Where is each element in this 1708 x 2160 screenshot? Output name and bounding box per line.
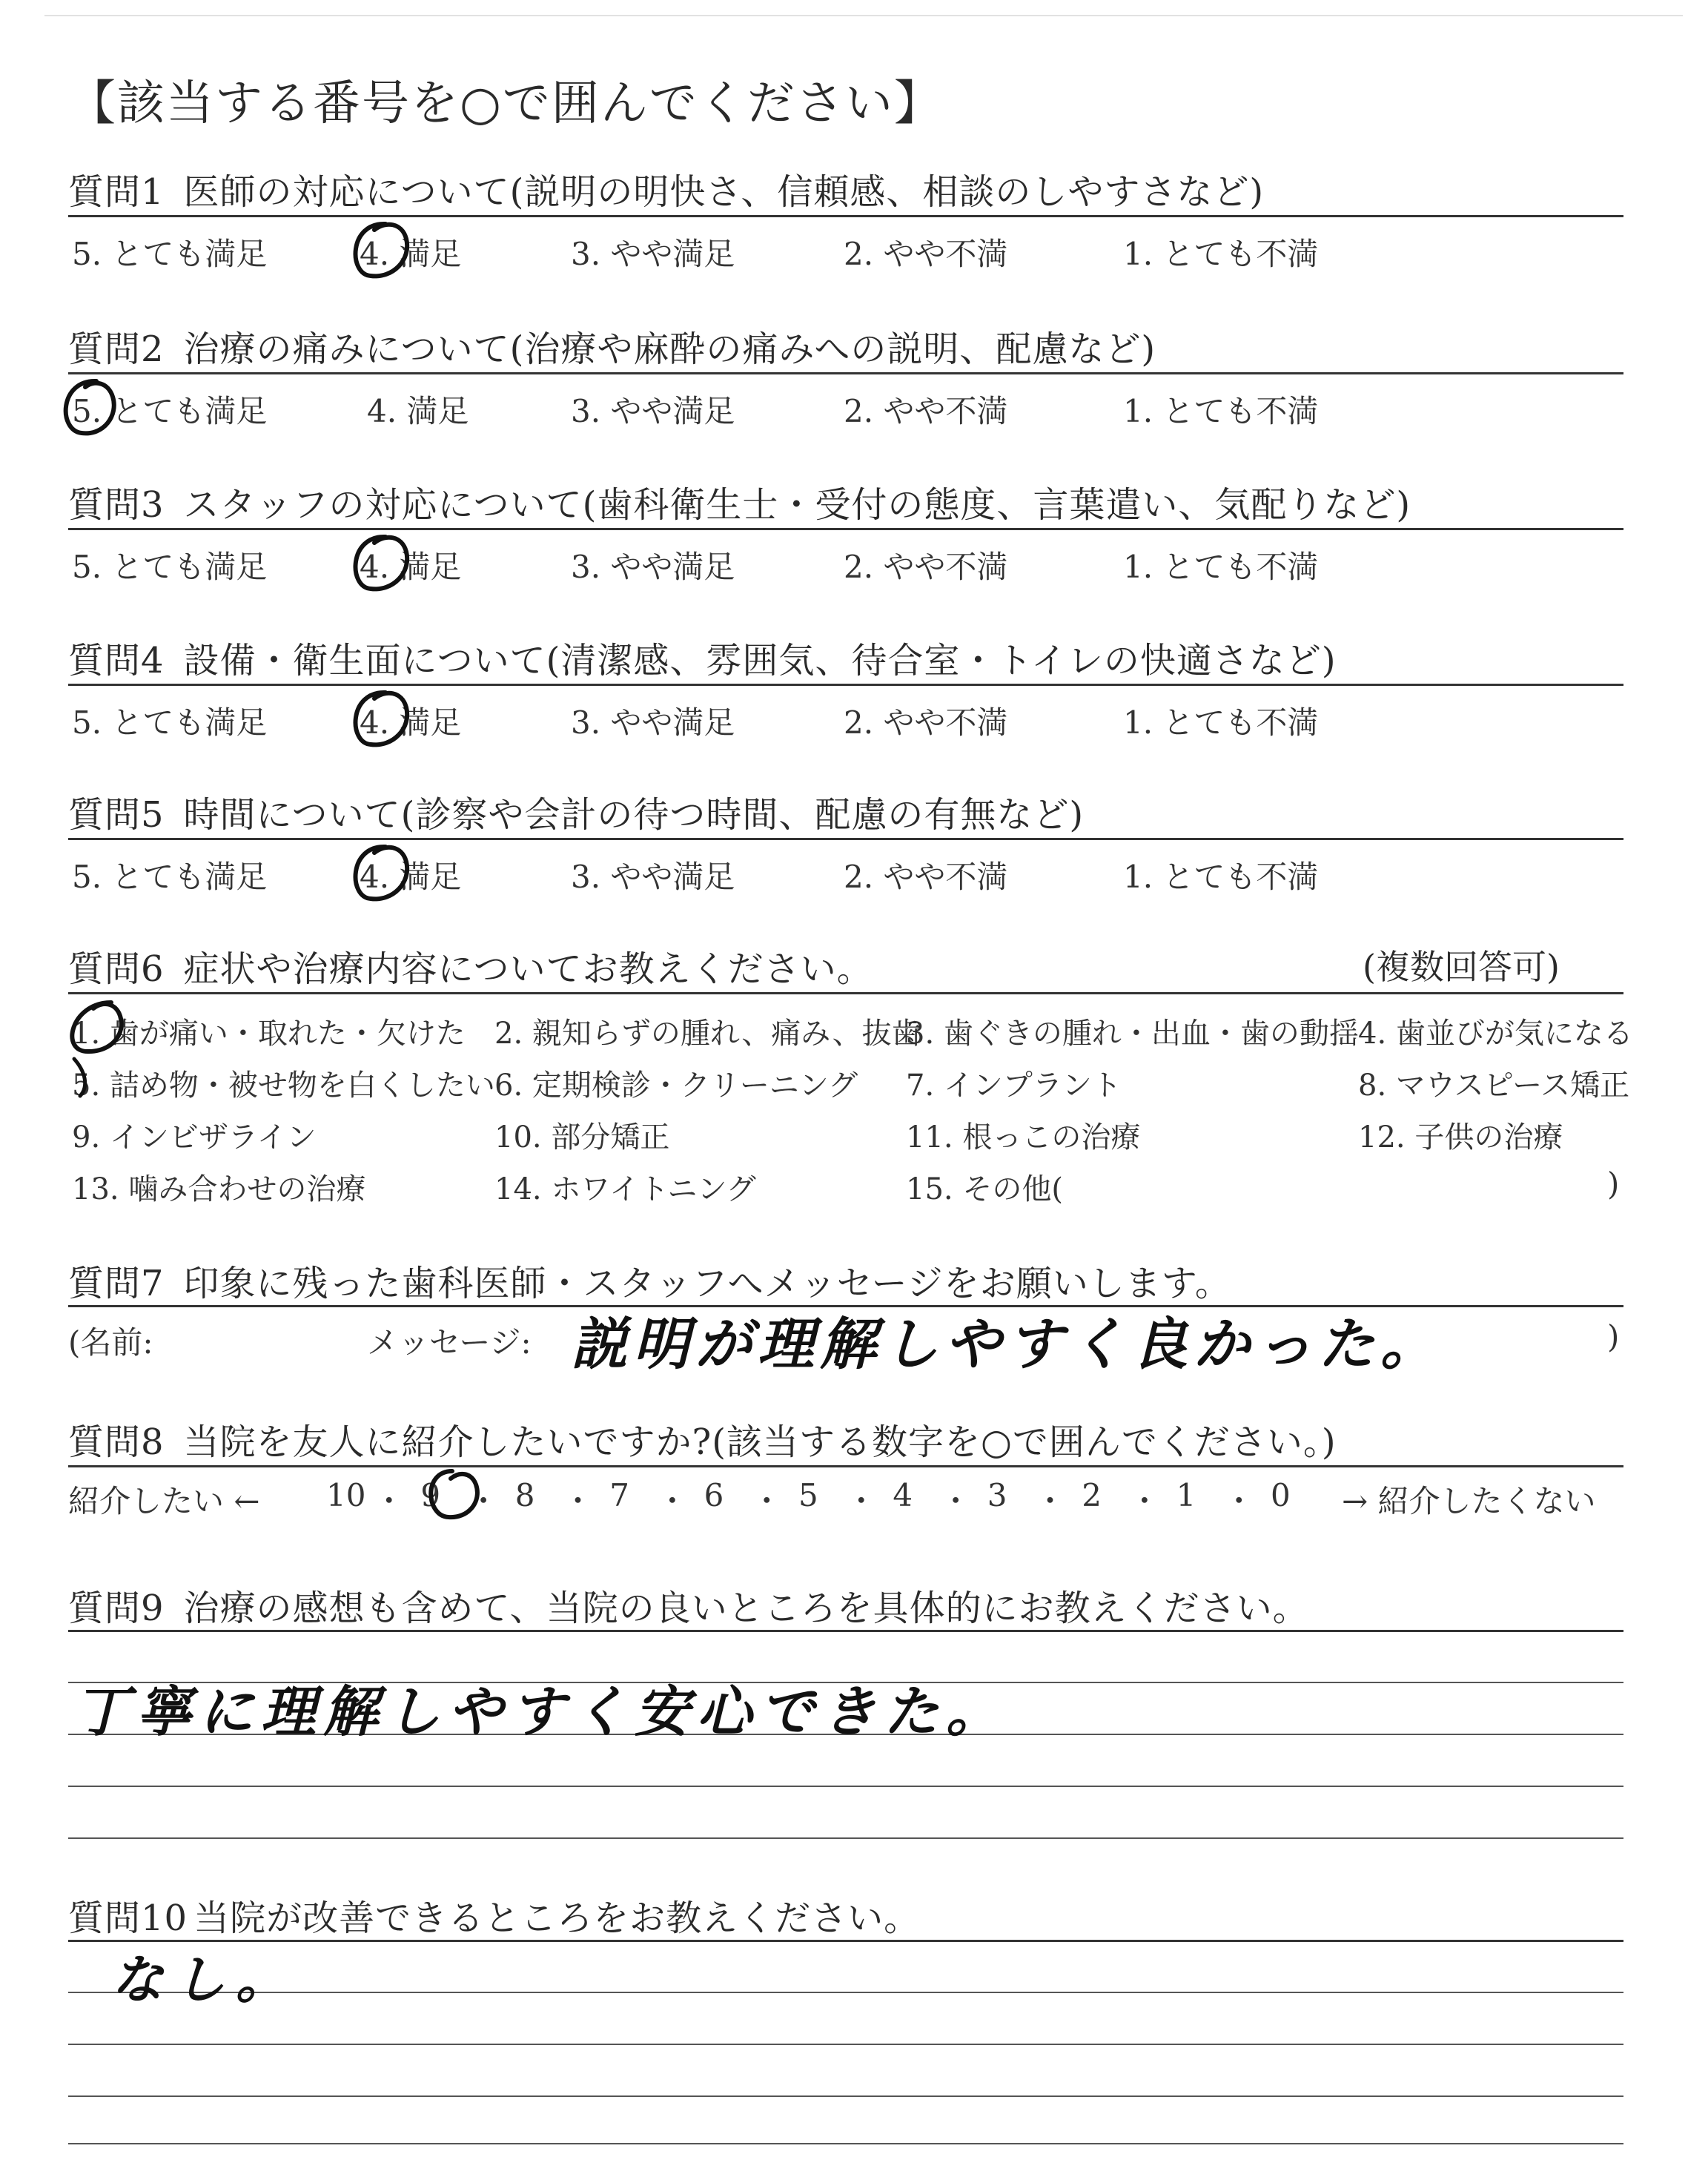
q3-option-3[interactable]: 3. やや満足 (571, 549, 735, 585)
answer-line (68, 2095, 1623, 2097)
page-top-edge (44, 15, 1683, 16)
answer-line (68, 2143, 1623, 2144)
q1-option-3[interactable]: 3. やや満足 (571, 236, 735, 272)
q3-option-4[interactable]: 4. 満足 (360, 549, 462, 585)
scale-separator: ・ (1223, 1483, 1255, 1519)
q5-option-2[interactable]: 2. やや不満 (844, 859, 1008, 895)
question-1-title: 質問1 医師の対応について(説明の明快さ、信頼感、相談のしやすさなど) (68, 171, 1265, 213)
question-2-rule (68, 372, 1623, 374)
scale-value-5[interactable]: 5 (798, 1477, 818, 1513)
answer-line (68, 1786, 1623, 1787)
scale-value-7[interactable]: 7 (609, 1477, 629, 1513)
question-5-title: 質問5 時間について(診察や会計の待つ時間、配慮の有無など) (68, 794, 1085, 836)
other-close-paren: ) (1607, 1166, 1620, 1202)
symptom-item-9[interactable]: 9. インビザライン (72, 1120, 317, 1155)
handwritten-good-points: 丁寧に理解しやすく安心できた。 (74, 1680, 1008, 1744)
symptom-item-8[interactable]: 8. マウスピース矯正 (1358, 1069, 1630, 1103)
question-7-title: 質問7 印象に残った歯科医師・スタッフへメッセージをお願いします。 (68, 1263, 1231, 1304)
question-4-title: 質問4 設備・衛生面について(清潔感、雰囲気、待合室・トイレの快適さなど) (68, 640, 1337, 681)
scale-separator: ・ (940, 1483, 972, 1519)
question-9-rule (68, 1630, 1623, 1632)
q2-option-4[interactable]: 4. 満足 (367, 393, 469, 429)
symptom-item-6[interactable]: 6. 定期検診・クリーニング (494, 1069, 858, 1103)
symptom-item-12[interactable]: 12. 子供の治療 (1358, 1120, 1563, 1155)
q2-option-2[interactable]: 2. やや不満 (844, 393, 1008, 429)
q4-option-3[interactable]: 3. やや満足 (571, 704, 735, 741)
symptom-item-2[interactable]: 2. 親知らずの腫れ、痛み、抜歯 (494, 1017, 921, 1051)
scale-value-2[interactable]: 2 (1082, 1477, 1102, 1513)
scale-value-9[interactable]: 9 (420, 1477, 441, 1513)
multiple-answers-note: (複数回答可) (1363, 947, 1560, 987)
q2-option-3[interactable]: 3. やや満足 (571, 393, 735, 429)
q1-option-2[interactable]: 2. やや不満 (844, 236, 1008, 272)
answer-line (68, 1837, 1623, 1839)
q1-option-5[interactable]: 5. とても満足 (72, 236, 268, 272)
scale-value-0[interactable]: 0 (1271, 1477, 1291, 1513)
symptom-item-3[interactable]: 3. 歯ぐきの腫れ・出血・歯の動揺 (906, 1017, 1359, 1051)
q5-option-3[interactable]: 3. やや満足 (571, 859, 735, 895)
q5-option-5[interactable]: 5. とても満足 (72, 859, 268, 895)
q4-option-5[interactable]: 5. とても満足 (72, 704, 268, 741)
q2-option-1[interactable]: 1. とても不満 (1123, 393, 1319, 429)
symptom-item-10[interactable]: 10. 部分矯正 (494, 1120, 670, 1155)
scale-value-10[interactable]: 10 (326, 1477, 366, 1513)
scale-separator: ・ (562, 1483, 594, 1519)
question-9-title: 質問9 治療の感想も含めて、当院の良いところを具体的にお教えください。 (68, 1588, 1309, 1629)
scale-value-8[interactable]: 8 (514, 1477, 535, 1513)
q3-option-1[interactable]: 1. とても不満 (1123, 549, 1319, 585)
question-8-rule (68, 1465, 1623, 1467)
question-2-title: 質問2 治療の痛みについて(治療や麻酔の痛みへの説明、配慮など) (68, 328, 1156, 370)
question-5-rule (68, 838, 1623, 840)
q3-option-2[interactable]: 2. やや不満 (844, 549, 1008, 585)
symptom-item-5[interactable]: 5. 詰め物・被せ物を白くしたい (72, 1069, 495, 1103)
answer-line (68, 1992, 1623, 1993)
q4-option-4[interactable]: 4. 満足 (360, 704, 462, 741)
instruction-heading: 【該当する番号を○で囲んでください】 (68, 76, 943, 131)
handwritten-message: 説明が理解しやすく良かった。 (571, 1311, 1443, 1377)
scale-separator: ・ (656, 1483, 688, 1519)
question-1-rule (68, 215, 1623, 217)
q1-option-1[interactable]: 1. とても不満 (1123, 236, 1319, 272)
question-4-rule (68, 684, 1623, 686)
symptom-item-4[interactable]: 4. 歯並びが気になる (1358, 1017, 1633, 1051)
question-6-title: 質問6 症状や治療内容についてお教えください。 (68, 948, 873, 990)
scale-separator: ・ (468, 1483, 500, 1519)
scale-separator: ・ (751, 1483, 783, 1519)
scale-value-4[interactable]: 4 (893, 1477, 913, 1513)
q2-option-5[interactable]: 5. とても満足 (72, 393, 268, 429)
message-label: メッセージ: (367, 1324, 532, 1361)
q4-option-1[interactable]: 1. とても不満 (1123, 704, 1319, 741)
question-3-rule (68, 528, 1623, 530)
scale-value-1[interactable]: 1 (1176, 1477, 1196, 1513)
q5-option-4[interactable]: 4. 満足 (360, 859, 462, 895)
q3-option-5[interactable]: 5. とても満足 (72, 549, 268, 585)
symptom-item-7[interactable]: 7. インプラント (906, 1069, 1122, 1103)
symptom-item-13[interactable]: 13. 噛み合わせの治療 (72, 1172, 366, 1206)
recommend-right-label: → 紹介したくない (1342, 1483, 1596, 1519)
scale-separator: ・ (373, 1483, 405, 1519)
recommend-left-label: 紹介したい ← (68, 1483, 260, 1519)
symptom-item-15[interactable]: 15. その他( (906, 1172, 1063, 1206)
scale-value-3[interactable]: 3 (987, 1477, 1007, 1513)
symptom-item-1[interactable]: 1. 歯が痛い・取れた・欠けた (72, 1017, 466, 1051)
q1-option-4[interactable]: 4. 満足 (360, 236, 462, 272)
question-10-title: 質問10 当院が改善できるところをお教えください。 (68, 1898, 921, 1939)
scale-separator: ・ (1128, 1483, 1160, 1519)
symptom-item-14[interactable]: 14. ホワイトニング (494, 1172, 756, 1206)
scale-separator: ・ (845, 1483, 877, 1519)
question-3-title: 質問3 スタッフの対応について(歯科衛生士・受付の態度、言葉遣い、気配りなど) (68, 484, 1411, 526)
symptom-item-11[interactable]: 11. 根っこの治療 (906, 1120, 1141, 1155)
name-label: (名前: (68, 1324, 153, 1361)
question-10-rule (68, 1940, 1623, 1942)
answer-line (68, 2044, 1623, 2045)
message-close-paren: ) (1607, 1318, 1620, 1355)
handwritten-improvements: なし。 (111, 1949, 298, 2010)
q5-option-1[interactable]: 1. とても不満 (1123, 859, 1319, 895)
question-6-rule (68, 992, 1623, 994)
q4-option-2[interactable]: 2. やや不満 (844, 704, 1008, 741)
question-8-title: 質問8 当院を友人に紹介したいですか?(該当する数字を○で囲んでください。) (68, 1421, 1337, 1463)
scale-value-6[interactable]: 6 (704, 1477, 724, 1513)
scale-separator: ・ (1034, 1483, 1066, 1519)
